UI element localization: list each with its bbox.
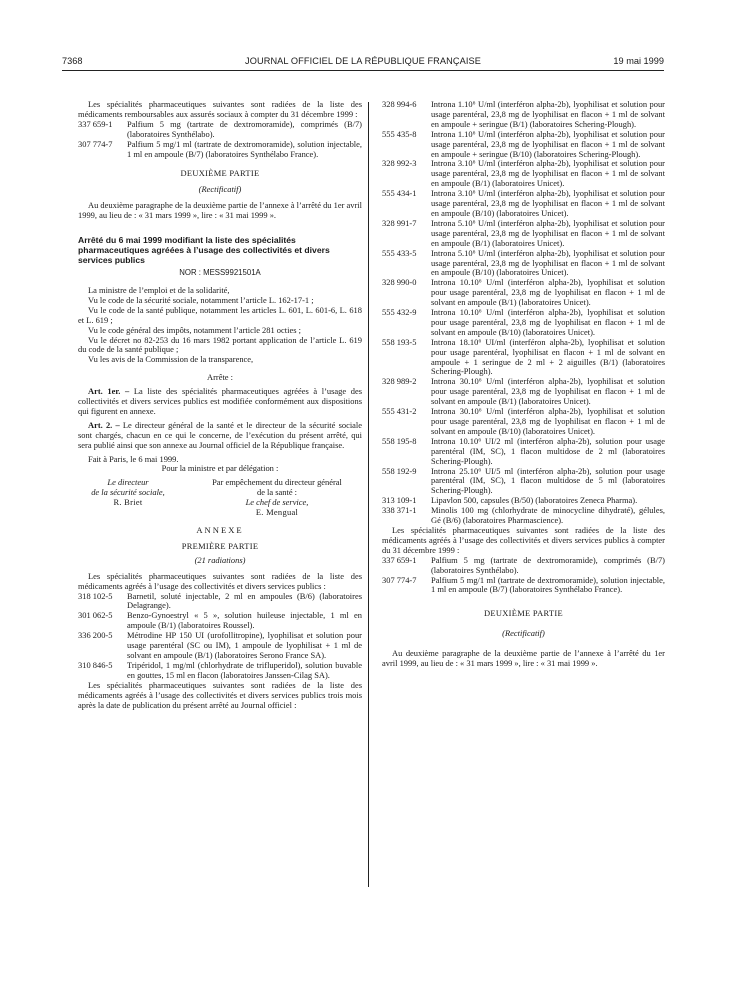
column-divider <box>368 102 369 887</box>
list-item <box>382 159 665 189</box>
list-item <box>382 249 665 279</box>
cip-code: 310 846-5 <box>78 659 113 670</box>
fait-a-paris: Fait à Paris, le 6 mai 1999. <box>88 453 179 464</box>
cip-code: 555 433-5 <box>382 247 417 258</box>
list-item <box>382 467 665 497</box>
list-item <box>78 631 362 661</box>
intro-paragraph: Les spécialités pharmaceutiques suivantes sont radiées de la liste des médicaments agréés à l’usage des collectivités et divers services publics trois mois après la date de publication du présent arrêté au Journal officiel : <box>78 679 362 710</box>
intro-paragraph: Les spécialités pharmaceutiques suivantes sont radiées de la liste des médicaments agréés à l’usage des collectivités et divers services publics à compter du 31 décembre 1999 : <box>382 524 665 555</box>
list-item <box>78 592 362 612</box>
entry-text: Introna 1.10⁶ U/ml (interféron alpha-2b), lyophilisat et solution pour usage parentéral, 23,8 mg de lyophilisat en flacon + 1 ml de solvant en ampoule + seringue (B/10) (laboratoires Schering-Plough). <box>431 128 665 159</box>
article-text: Le directeur général de la santé et le directeur de la sécurité sociale sont chargés, chacun en ce qui le concerne, de l’exécution du présent arrêté, qui sera publié ainsi que son annexe au Journal officiel de la République française. <box>78 419 363 450</box>
entry-text: Introna 1.10⁶ U/ml (interféron alpha-2b), lyophilisat et solution pour usage parentéral, 23,8 mg de lyophilisat en flacon + 1 ml de solvant en ampoule + seringue (B/1) (laboratoires Schering-Plough). <box>431 99 665 129</box>
entry-text: Introna 30.10⁶ U/ml (interféron alpha-2b), lyophilisat et solution pour usage parentéral, 23,8 mg de lyophilisat en flacon + 1 ml de solvant en ampoule (B/1) (laboratoires Unicet). <box>431 376 665 407</box>
delegation-line: Pour la ministre et par délégation : <box>161 463 279 474</box>
cip-code: 328 991-7 <box>382 217 417 228</box>
cip-code: 555 432-9 <box>382 307 417 318</box>
visa-line: Vu le code général des impôts, notamment l’article 281 octies ; <box>88 324 301 335</box>
signature-right: Par empêchement du directeur général de la santé : Le chef de service, E. Mengual <box>212 477 342 518</box>
article-text: La liste des spécialités pharmaceutiques agréées à l’usage des collectivités et divers services publics est modifiée conformément aux dispositions qui figurent en annexe. <box>78 386 362 416</box>
list-item <box>382 130 665 160</box>
list-item <box>382 437 665 467</box>
entry-text: Introna 3.10⁶ U/ml (interféron alpha-2b), lyophilisat et solution pour usage parentéral, 23,8 mg de lyophilisat en flacon + 1 ml de solvant en ampoule (B/10) (laboratoires Unicet). <box>431 188 665 218</box>
list-item <box>382 308 665 338</box>
signature-left: Le directeur de la sécurité sociale, R. Briet <box>91 477 165 508</box>
article-2 <box>78 421 362 451</box>
entry-text: Métrodine HP 150 UI (urofollitropine), lyophilisat et solution pour usage parentéral (SC ou IM), 1 ampoule de lyophilisat + 1 ml de solvant en ampoule (B/1) (laboratoires Serono France SA). <box>127 630 362 660</box>
section-subtitle: (Rectificatif) <box>198 184 242 195</box>
left-column <box>78 100 362 710</box>
signatures <box>78 478 362 518</box>
arrete-title: Arrêté du 6 mai 1999 modifiant la liste des spécialités pharmaceutiques agréées à l’usage des collectivités et divers services publics <box>78 235 330 266</box>
cip-code: 558 192-9 <box>382 465 417 476</box>
list-item <box>382 189 665 219</box>
cip-code: 318 102-5 <box>78 590 113 601</box>
issue-date: 19 mai 1999 <box>613 56 664 66</box>
entry-text: Introna 5.10⁶ U/ml (interféron alpha-2b), lyophilisat et solution pour usage parentéral, 23,8 mg de lyophilisat en flacon + 1 ml de solvant en ampoule (B/1) (laboratoires Unicet). <box>431 217 665 248</box>
section-subtitle: (21 radiations) <box>194 554 246 565</box>
list-item <box>382 556 665 576</box>
entry-text: Introna 10.10⁶ UI/2 ml (interféron alpha-2b), solution pour usage parentéral (IM, SC), 1 flacon multidose de 2 ml (laboratoires Schering-Plough). <box>431 435 665 466</box>
rectificatif-text: Au deuxième paragraphe de la deuxième partie de l’annexe à l’arrêté du 1er avril 1999, au lieu de : « 31 mars 1999 », lire : « 31 mai 1999 ». <box>382 648 665 669</box>
cip-code: 328 992-3 <box>382 158 417 169</box>
annexe-title: ANNEXE <box>196 525 244 535</box>
list-item <box>382 278 665 308</box>
visa-line: Vu les avis de la Commission de la transparence, <box>88 354 254 365</box>
article-1 <box>78 387 362 417</box>
list-item <box>382 407 665 437</box>
entry-text: Introna 18.10⁶ UI/ml (interféron alpha-2b), lyophilisat et solution pour usage parentéral, lyophilisat en flacon + 1 ml de solvant en ampoule + 1 seringue de 2 ml + 2 aiguilles (B/1) (laboratoires Schering-Plough). <box>431 336 665 377</box>
list-item <box>78 611 362 631</box>
list-item <box>382 338 665 378</box>
cip-code: 338 371-1 <box>382 505 417 516</box>
visa-line: Vu le code de la santé publique, notamment les articles L. 601, L. 601-6, L. 618 et L. 619 ; <box>78 304 362 325</box>
list-item <box>382 576 665 596</box>
cip-code: 555 431-2 <box>382 406 417 417</box>
list-item <box>382 219 665 249</box>
list-item <box>382 377 665 407</box>
header-rule <box>62 70 664 71</box>
section-subtitle: (Rectificatif) <box>502 628 545 639</box>
entry-text: Palfium 5 mg (tartrate de dextromoramide), comprimés (B/7) (laboratoires Synthélabo). <box>431 554 665 575</box>
page-number: 7368 <box>62 56 83 66</box>
section-title: PREMIÈRE PARTIE <box>181 540 259 551</box>
list-item <box>382 100 665 130</box>
visa-line: La ministre de l’emploi et de la solidarité, <box>88 284 230 295</box>
entry-text: Barnetil, soluté injectable, 2 ml en ampoules (B/6) (laboratoires Delagrange). <box>127 590 362 611</box>
list-item <box>78 661 362 681</box>
entry-text: Introna 25.10⁶ UI/5 ml (interféron alpha-2b), solution pour usage parentéral (IM, SC), 1 flacon multidose de 5 ml (laboratoires Schering-Plough). <box>431 465 665 496</box>
entry-text: Lipavlon 500, capsules (B/50) (laboratoires Zeneca Pharma). <box>431 495 638 506</box>
cip-code: 558 195-8 <box>382 435 417 446</box>
visa-line: Vu le code de la sécurité sociale, notamment l’article L. 162-17-1 ; <box>88 294 314 305</box>
journal-title: JOURNAL OFFICIEL DE LA RÉPUBLIQUE FRANÇAISE <box>245 56 481 66</box>
intro-paragraph: Les spécialités pharmaceutiques suivantes sont radiées de la liste des médicaments agréés à l’usage des collectivités et divers services publics : <box>78 570 362 591</box>
cip-code: 313 109-1 <box>382 495 417 506</box>
entry-text: Benzo-Gynoestryl « 5 », solution huileuse injectable, 1 ml en ampoule (B/1) (laboratoires Roussel). <box>127 610 362 631</box>
entry-text: Tripéridol, 1 mg/ml (chlorhydrate de trifluperidol), solution buvable en gouttes, 15 ml en flacon (laboratoires Janssen-Cilag SA). <box>127 659 362 680</box>
nor-reference: NOR : MESS9921501A <box>179 268 261 278</box>
cip-code: 301 062-5 <box>78 610 113 621</box>
cip-code: 328 990-0 <box>382 277 417 288</box>
entry-text: Introna 10.10⁶ U/ml (interféron alpha-2b), lyophilisat et solution pour usage parentéral, 23,8 mg de lyophilisat en flacon + 1 ml de solvant en ampoule (B/1) (laboratoires Unicet). <box>431 277 665 308</box>
page-header <box>62 56 664 70</box>
entry-text: Palfium 5 mg/1 ml (tartrate de dextromoramide), solution injectable, 1 ml en ampoule (B/7) (laboratoires Synthélabo France). <box>431 574 665 595</box>
cip-code: 555 435-8 <box>382 128 417 139</box>
arrete-label: Arrête : <box>206 372 233 383</box>
right-column <box>382 100 665 669</box>
cip-code: 337 659-1 <box>78 118 113 129</box>
cip-code: 336 200-5 <box>78 630 113 641</box>
article-label: Art. 1er. – <box>88 386 130 397</box>
cip-code: 337 659-1 <box>382 554 417 565</box>
section-title: DEUXIÈME PARTIE <box>180 168 260 179</box>
visa-line: Vu le décret no 82-253 du 16 mars 1982 portant application de l’article L. 619 du code de la santé publique ; <box>78 334 362 355</box>
intro-paragraph: Les spécialités pharmaceutiques suivantes sont radiées de la liste des médicaments remboursables aux assurés sociaux à compter du 31 décembre 1999 : <box>78 99 362 119</box>
entry-text: Introna 3.10⁶ U/ml (interféron alpha-2b), lyophilisat et solution pour usage parentéral, 23,8 mg de lyophilisat en flacon + 1 ml de solvant en ampoule (B/1) (laboratoires Unicet). <box>431 158 665 189</box>
list-item <box>78 140 362 160</box>
section-title: DEUXIÈME PARTIE <box>484 608 563 619</box>
entry-text: Palfium 5 mg (tartrate de dextromoramide), comprimés (B/7) (laboratoires Synthélabo). <box>127 118 362 139</box>
entry-text: Palfium 5 mg/1 ml (tartrate de dextromoramide), solution injectable, 1 ml en ampoule (B/7) (laboratoires Synthélabo France). <box>127 138 362 159</box>
cip-code: 307 774-7 <box>382 574 417 585</box>
cip-code: 328 989-2 <box>382 376 417 387</box>
cip-code: 328 994-6 <box>382 99 417 109</box>
article-label: Art. 2. – <box>88 419 120 430</box>
list-item <box>78 120 362 140</box>
entry-text: Minolis 100 mg (chlorhydrate de minocycline dihydraté), gélules, Gé (B/6) (laboratoires Pharmascience). <box>431 505 665 526</box>
list-item <box>382 506 665 526</box>
cip-code: 307 774-7 <box>78 138 113 149</box>
rectificatif-text: Au deuxième paragraphe de la deuxième partie de l’annexe à l’arrêté du 1er avril 1999, au lieu de : « 31 mars 1999 », lire : « 31 mai 1999 ». <box>78 200 362 221</box>
cip-code: 558 193-5 <box>382 336 417 347</box>
entry-text: Introna 5.10⁶ U/ml (interféron alpha-2b), lyophilisat et solution pour usage parentéral, 23,8 mg de lyophilisat en flacon + 1 ml de solvant en ampoule (B/10) (laboratoires Unicet). <box>431 247 665 278</box>
entry-text: Introna 30.10⁶ U/ml (interféron alpha-2b), lyophilisat et solution pour usage parentéral, 23,8 mg de lyophilisat en flacon + 1 ml de solvant en ampoule (B/10) (laboratoires Unicet). <box>431 406 665 436</box>
cip-code: 555 434-1 <box>382 188 417 199</box>
entry-text: Introna 10.10⁶ U/ml (interféron alpha-2b), lyophilisat et solution pour usage parentéral, 23,8 mg de lyophilisat en flacon + 1 ml de solvant en ampoule (B/10) (laboratoires Unicet). <box>431 307 665 337</box>
